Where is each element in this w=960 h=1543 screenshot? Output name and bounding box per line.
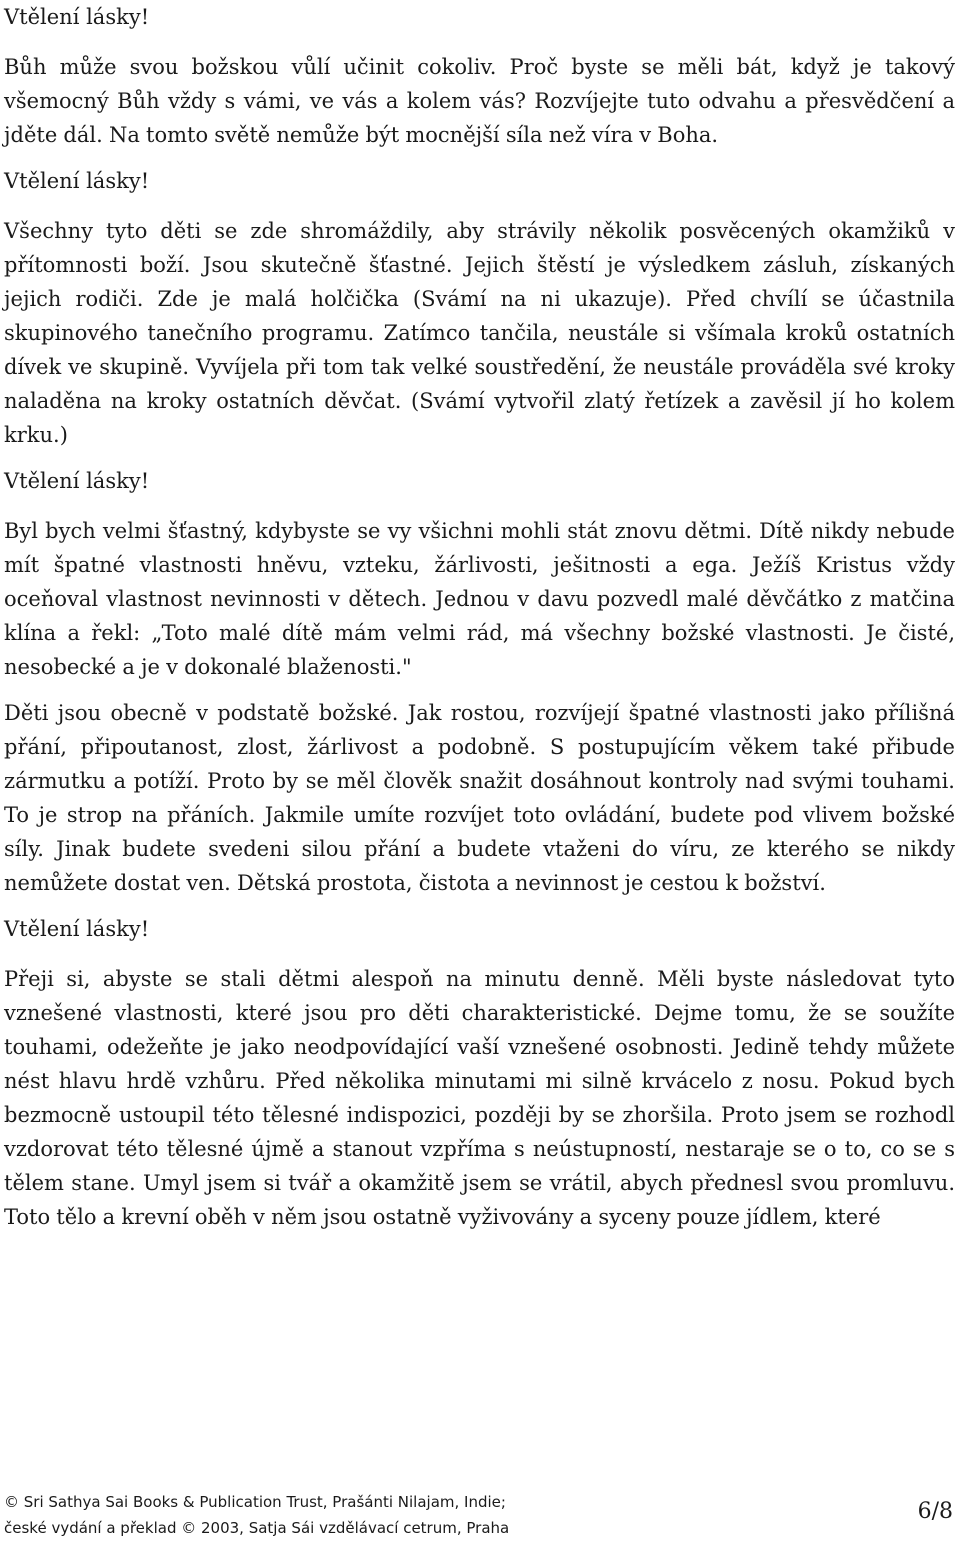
- section-heading: Vtělení lásky!: [4, 917, 150, 941]
- paragraph: Přeji si, abyste se stali dětmi alespoň na minutu denně. Měli byste následovat tyto vznešené vlastnosti, které jsou pro děti charakteristické. Dejme tomu, že se soužíte touhami, odežeňte je jako neodpovídající vaší vznešené osobnosti. Jedině tehdy můžete nést hlavu hrdě vzhůru. Před několika minutami mi silně krvácelo z nosu. Pokud bych bezmocně ustoupil této tělesné indispozici, později by se zhoršila. Proto jsem se rozhodl vzdorovat této tělesné újmě a stanout vzpříma s neústupností, nestaraje se o to, co se s tělem stane. Umyl jsem si tvář a okamžitě jsem se vrátil, abych přednesl svou promluvu. Toto tělo a krevní oběh v něm jsou ostatně vyživovány a syceny pouze jídlem, které: [4, 967, 955, 1229]
- section-heading: Vtělení lásky!: [4, 5, 150, 29]
- copyright-line: české vydání a překlad © 2003, Satja Sái vzdělávací cetrum, Praha: [4, 1519, 510, 1537]
- copyright-line: © Sri Sathya Sai Books & Publication Trust, Prašánti Nilajam, Indie;: [4, 1493, 506, 1511]
- page-number: 6/8: [917, 1499, 953, 1524]
- paragraph: Všechny tyto děti se zde shromáždily, aby strávily několik posvěcených okamžiků v přítomnosti boží. Jsou skutečně šťastné. Jejich štěstí je výsledkem zásluh, získaných jejich rodiči. Zde je malá holčička (Svámí na ni ukazuje). Před chvílí se účastnila skupinového tanečního programu. Zatímco tančila, neustále si všímala kroků ostatních dívek ve skupině. Vyvíjela při tom tak velké soustředění, že neustále prováděla své kroky naladěna na kroky ostatních děvčat. (Svámí vytvořil zlatý řetízek a zavěsil jí ho kolem krku.): [4, 219, 955, 447]
- copyright-notice: [4, 1489, 704, 1541]
- section-heading: Vtělení lásky!: [4, 469, 150, 493]
- section-heading: Vtělení lásky!: [4, 169, 150, 193]
- paragraph: Bůh může svou božskou vůlí učinit cokoliv. Proč byste se měli bát, když je takový všemocný Bůh vždy s vámi, ve vás a kolem vás? Rozvíjejte tuto odvahu a přesvědčení a jděte dál. Na tomto světě nemůže být mocnější síla než víra v Boha.: [4, 55, 955, 147]
- document-page: [4, 0, 955, 1234]
- paragraph: Děti jsou obecně v podstatě božské. Jak rostou, rozvíjejí špatné vlastnosti jako přílišná přání, připoutanost, zlost, žárlivost a podobně. S postupujícím věkem také přibude zármutku a potíží. Proto by se měl člověk snažit dosáhnout kontroly nad svými touhami. To je strop na přáních. Jakmile umíte rozvíjet toto ovládání, budete pod vlivem božské síly. Jinak budete svedeni silou přání a budete vtaženi do víru, ze kterého se nikdy nemůžete dostat ven. Dětská prostota, čistota a nevinnost je cestou k božství.: [4, 701, 955, 895]
- paragraph: Byl bych velmi šťastný, kdybyste se vy všichni mohli stát znovu dětmi. Dítě nikdy nebude mít špatné vlastnosti hněvu, vzteku, žárlivosti, ješitnosti a ega. Ježíš Kristus vždy oceňoval vlastnost nevinnosti v dětech. Jednou v davu pozvedl malé děvčátko z matčina klína a řekl: „Toto malé dítě mám velmi rád, má všechny božské vlastnosti. Je čisté, nesobecké a je v dokonalé blaženosti.": [4, 519, 955, 679]
